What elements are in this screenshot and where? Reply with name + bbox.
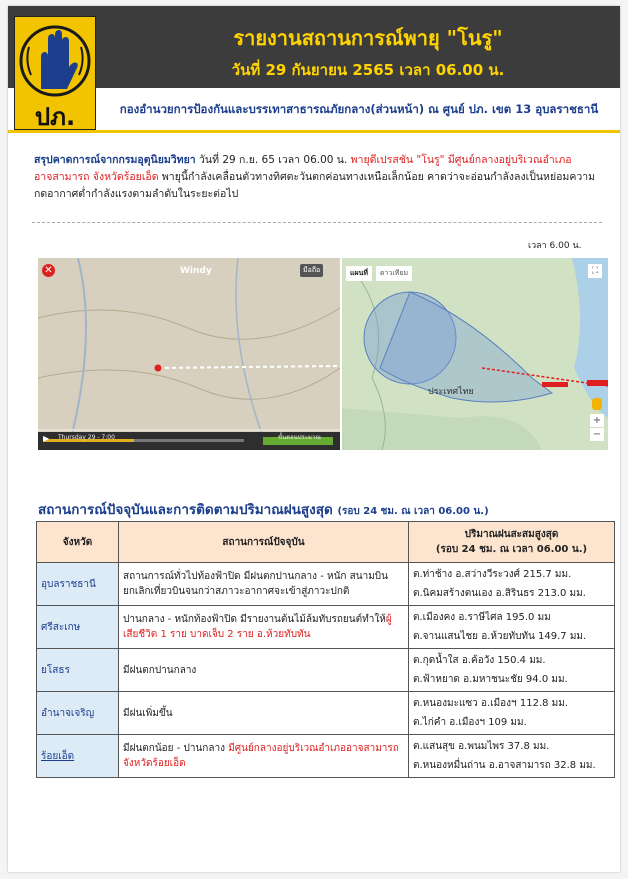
section-title: [38, 498, 489, 520]
google-map[interactable]: [342, 258, 608, 450]
storm-position-marker: [155, 365, 162, 372]
fullscreen-icon[interactable]: ⛶: [588, 264, 602, 278]
section-divider: [32, 222, 602, 223]
situation-alert: ผู้เสียชีวิต 1 ราย บาดเจ็บ 2 ราย อ.ห้วยทับทัน: [123, 614, 392, 640]
rainfall-2: ต.ไก่คำ อ.เมืองฯ 109 มม.: [413, 717, 527, 728]
report-date: วันที่ 29 กันยายน 2565 เวลา 06.00 น.: [231, 61, 505, 79]
report-header: [8, 6, 620, 134]
province-cell: ยโสธร: [37, 649, 119, 692]
tab-satellite[interactable]: ดาวเทียม: [376, 266, 412, 281]
situation-text: ปานกลาง - หนักท้องฟ้าปิด มีรายงานต้นไม้ล้มทับรถยนต์ทำให้: [123, 614, 386, 625]
situation-cell: [119, 735, 409, 778]
rainfall-cell: [409, 606, 615, 649]
country-label: ประเทศไทย: [428, 387, 474, 397]
table-row: [37, 563, 615, 606]
rainfall-2: ต.หนองหมื่นถ่าน อ.อาจสามารถ 32.8 มม.: [413, 760, 596, 771]
rainfall-cell: [409, 692, 615, 735]
summary-time: วันที่ 29 ก.ย. 65 เวลา 06.00 น.: [195, 154, 351, 166]
rainfall-cell: [409, 649, 615, 692]
map-time: เวลา 6.00 น.: [528, 241, 582, 251]
table-row: [37, 606, 615, 649]
summary-forecast: พายุนี้กำลังเคลื่อนตัวทางทิศตะวันตกค่อนทางเหนือเล็กน้อย คาดว่าจะอ่อนกำลังลงเป็นหย่อมความกดอากาศต่ำกำลังแรงตามลำดับในระยะต่อไป: [34, 171, 596, 200]
report-page: [8, 6, 620, 872]
situation-text: มีฝนตกปานกลาง: [123, 664, 197, 676]
situation-cell: [119, 606, 409, 649]
rainfall-2: ต.นิคมสร้างตนเอง อ.สิรินธร 213.0 มม.: [413, 588, 586, 599]
rainfall-1: ต.กุดน้ำใส อ.ค้อวัง 150.4 มม.: [413, 655, 546, 666]
rainfall-2: ต.จานแสนไชย อ.ห้วยทับทัน 149.7 มม.: [413, 631, 587, 642]
rainfall-cell: [409, 735, 615, 778]
province-cell: อุบลราชธานี: [37, 563, 119, 606]
windy-map-canvas: [38, 258, 340, 450]
table-row: [37, 735, 615, 778]
rainfall-1: ต.หนองมะแซว อ.เมืองฯ 112.8 มม.: [413, 698, 569, 709]
table-header-row: [37, 522, 615, 563]
situation-table: [36, 521, 615, 778]
play-icon[interactable]: ▶: [43, 434, 50, 443]
tab-map[interactable]: แผนที่: [346, 266, 372, 281]
situation-alert: มีศูนย์กลางอยู่บริเวณอำเภออาจสามารถ จังหวัดร้อยเอ็ด: [123, 743, 399, 769]
header-situation: สถานการณ์ปัจจุบัน: [119, 522, 409, 563]
mobile-badge[interactable]: มือถือ: [300, 264, 323, 277]
situation-text: มีฝนตกน้อย - ปานกลาง: [123, 743, 229, 754]
rainfall-1: ต.ท่าช้าง อ.สว่างวีระวงศ์ 215.7 มม.: [413, 569, 572, 580]
summary-storm-center: พายุดีเปรสชัน "โนรู" มีศูนย์กลางอยู่บริเวณอำเภออาจสามารถ จังหวัดร้อยเอ็ด: [34, 154, 572, 183]
situation-text: สถานการณ์ทั่วไปท้องฟ้าปิด มีฝนตกปานกลาง - หนัก สนามบินยกเลิกเที่ยวบินจนกว่าสภาวะอากาศจะเข้าสู่ภาวะปกติ: [123, 571, 388, 597]
timeline-label: Thursday 29 - 7:00: [58, 434, 115, 441]
table-row: [37, 649, 615, 692]
table-row: [37, 692, 615, 735]
windy-map[interactable]: [38, 258, 340, 450]
section-title-text: สถานการณ์ปัจจุบันและการติดตามปริมาณฝนสูงสุด: [38, 502, 333, 518]
summary-lead: สรุปคาดการณ์จากกรมอุตุนิยมวิทยา: [34, 154, 196, 166]
situation-cell: [119, 649, 409, 692]
province-cell: อำนาจเจริญ: [37, 692, 119, 735]
pegman-icon[interactable]: [592, 398, 602, 410]
rainfall-cell: [409, 563, 615, 606]
header-rainfall: [409, 522, 615, 563]
section-subtitle: (รอบ 24 ชม. ณ เวลา 06.00 น.): [337, 506, 489, 517]
province-cell: ร้อยเอ็ด: [37, 735, 119, 778]
agency-name: กองอำนวยการป้องกันและบรรเทาสาธารณภัยกลาง(ส่วนหน้า) ณ ศูนย์ ปภ. เขต 13 อุบลราชธานี: [119, 102, 599, 116]
dpm-logo: [14, 16, 96, 130]
zoom-in-button[interactable]: +: [590, 414, 604, 427]
situation-cell: [119, 692, 409, 735]
header-province: จังหวัด: [37, 522, 119, 563]
google-map-canvas: [342, 258, 608, 450]
header-rainfall-title: ปริมาณฝนสะสมสูงสุด: [464, 529, 559, 540]
windy-brand: Windy: [180, 266, 212, 276]
report-title: รายงานสถานการณ์พายุ "โนรู": [233, 26, 503, 50]
rainfall-1: ต.แสนสุข อ.พนมไพร 37.8 มม.: [413, 741, 550, 752]
rainfall-2: ต.ฟ้าหยาด อ.มหาชนะชัย 94.0 มม.: [413, 674, 568, 685]
situation-cell: [119, 563, 409, 606]
zoom-out-button[interactable]: −: [590, 428, 604, 441]
scale-label: ขั้นตอนประมาณ: [278, 434, 321, 441]
logo-text: ปภ.: [34, 103, 76, 131]
forecast-summary: [34, 152, 604, 203]
situation-text: มีฝนเพิ่มขึ้น: [123, 707, 173, 719]
close-icon[interactable]: ✕: [42, 264, 55, 277]
province-cell: ศรีสะเกษ: [37, 606, 119, 649]
header-rainfall-sub: (รอบ 24 ชม. ณ เวลา 06.00 น.): [435, 544, 588, 555]
rainfall-1: ต.เมืองคง อ.ราษีไศล 195.0 มม: [413, 612, 551, 623]
